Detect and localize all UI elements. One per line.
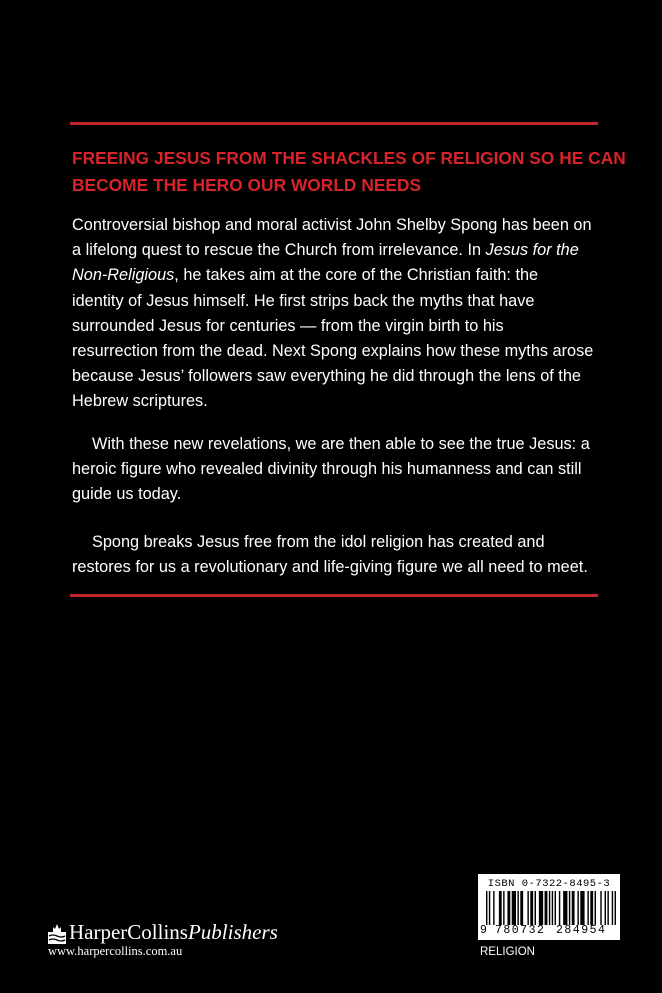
- barcode-stripe: [587, 891, 588, 925]
- barcode-stripe: [499, 891, 502, 925]
- barcode-stripe: [530, 891, 533, 925]
- blurb-paragraph-3: [72, 530, 612, 580]
- blurb-line: With these new revelations, we are then able to see the true Jesus: a: [92, 435, 590, 453]
- barcode-stripe: [572, 891, 575, 925]
- barcode-stripe: [507, 891, 510, 925]
- fire-and-water-icon: [48, 924, 66, 944]
- blurb-line: restores for us a revolutionary and life-giving figure we all need to meet.: [72, 558, 588, 577]
- publisher-url: www.harpercollins.com.au: [48, 944, 183, 958]
- barcode-stripe: [503, 891, 504, 925]
- blurb-line: resurrection from the dead. Next Spong explains how these myths arose: [72, 342, 594, 361]
- isbn-barcode: [478, 874, 620, 940]
- barcode-stripe: [563, 891, 567, 925]
- bottom-divider: [70, 594, 598, 597]
- publisher-logo: [48, 914, 278, 944]
- barcode-stripe: [527, 891, 528, 925]
- barcode-stripe: [539, 891, 543, 925]
- blurb-line: [72, 238, 612, 263]
- barcode-stripe: [517, 891, 518, 925]
- barcode-stripe: [559, 891, 560, 925]
- barcode-stripe: [615, 891, 616, 925]
- blurb-line: guide us today.: [72, 485, 182, 504]
- isbn-label: ISBN 0-7322-8495-3: [487, 878, 611, 890]
- blurb-text: , he takes aim at the core of the Christian faith: the: [174, 266, 539, 285]
- blurb-text: a lifelong quest to rescue the Church from irrelevance. In: [72, 241, 486, 260]
- blurb-paragraph-2: [72, 432, 612, 508]
- barcode-stripe: [569, 891, 570, 925]
- blurb-line: heroic figure who revealed divinity through his humanness and can still: [72, 460, 582, 479]
- blurb-paragraph-1: [72, 213, 612, 415]
- barcode-stripe: [489, 891, 490, 925]
- blurb-line: [72, 263, 612, 288]
- category-label: RELIGION: [480, 946, 535, 958]
- blurb-line: identity of Jesus himself. He first strips back the myths that have: [72, 291, 535, 310]
- barcode-stripe: [607, 891, 608, 925]
- blurb-line: Spong breaks Jesus free from the idol religion has created and: [92, 533, 545, 551]
- top-divider: [70, 122, 598, 125]
- headline: [72, 145, 626, 199]
- headline-line: BECOME THE HERO OUR WORLD NEEDS: [72, 175, 422, 195]
- barcode-digit-group: 780732: [495, 924, 546, 937]
- blurb-line: because Jesus’ followers saw everything he did through the lens of the: [72, 367, 581, 386]
- barcode-stripe: [595, 891, 596, 925]
- barcode-bars: [486, 891, 616, 925]
- barcode-stripe: [535, 891, 536, 925]
- barcode-stripe: [612, 891, 613, 925]
- barcode-stripe: [580, 891, 584, 925]
- barcode-stripe: [577, 891, 578, 925]
- publisher-name-text: HarperCollins: [69, 920, 188, 944]
- barcode-digit-group: 284954: [556, 924, 607, 937]
- barcode-stripe: [552, 891, 553, 925]
- blurb-line: surrounded Jesus for centuries — from the virgin birth to his: [72, 316, 504, 335]
- book-title-italic: Jesus for the: [485, 241, 579, 260]
- barcode-digit-first: 9: [480, 924, 487, 937]
- barcode-stripe: [512, 891, 516, 925]
- headline-line: FREEING JESUS FROM THE SHACKLES OF RELIGION SO HE CAN: [72, 148, 626, 168]
- barcode-stripe: [600, 891, 601, 925]
- barcode-stripe: [590, 891, 593, 925]
- barcode-stripe: [545, 891, 548, 925]
- blurb-line: Controversial bishop and moral activist John Shelby Spong has been on: [72, 216, 592, 234]
- book-title-italic: Non-Religious: [72, 266, 175, 285]
- blurb-line: Hebrew scriptures.: [72, 392, 208, 411]
- barcode-stripe: [486, 891, 487, 925]
- barcode-stripe: [555, 891, 556, 925]
- barcode-stripe: [549, 891, 550, 925]
- barcode-stripe: [493, 891, 494, 925]
- barcode-stripe: [605, 891, 606, 925]
- publisher-name: [69, 920, 278, 944]
- barcode-stripe: [520, 891, 523, 925]
- publisher-name-italic: Publishers: [187, 920, 278, 944]
